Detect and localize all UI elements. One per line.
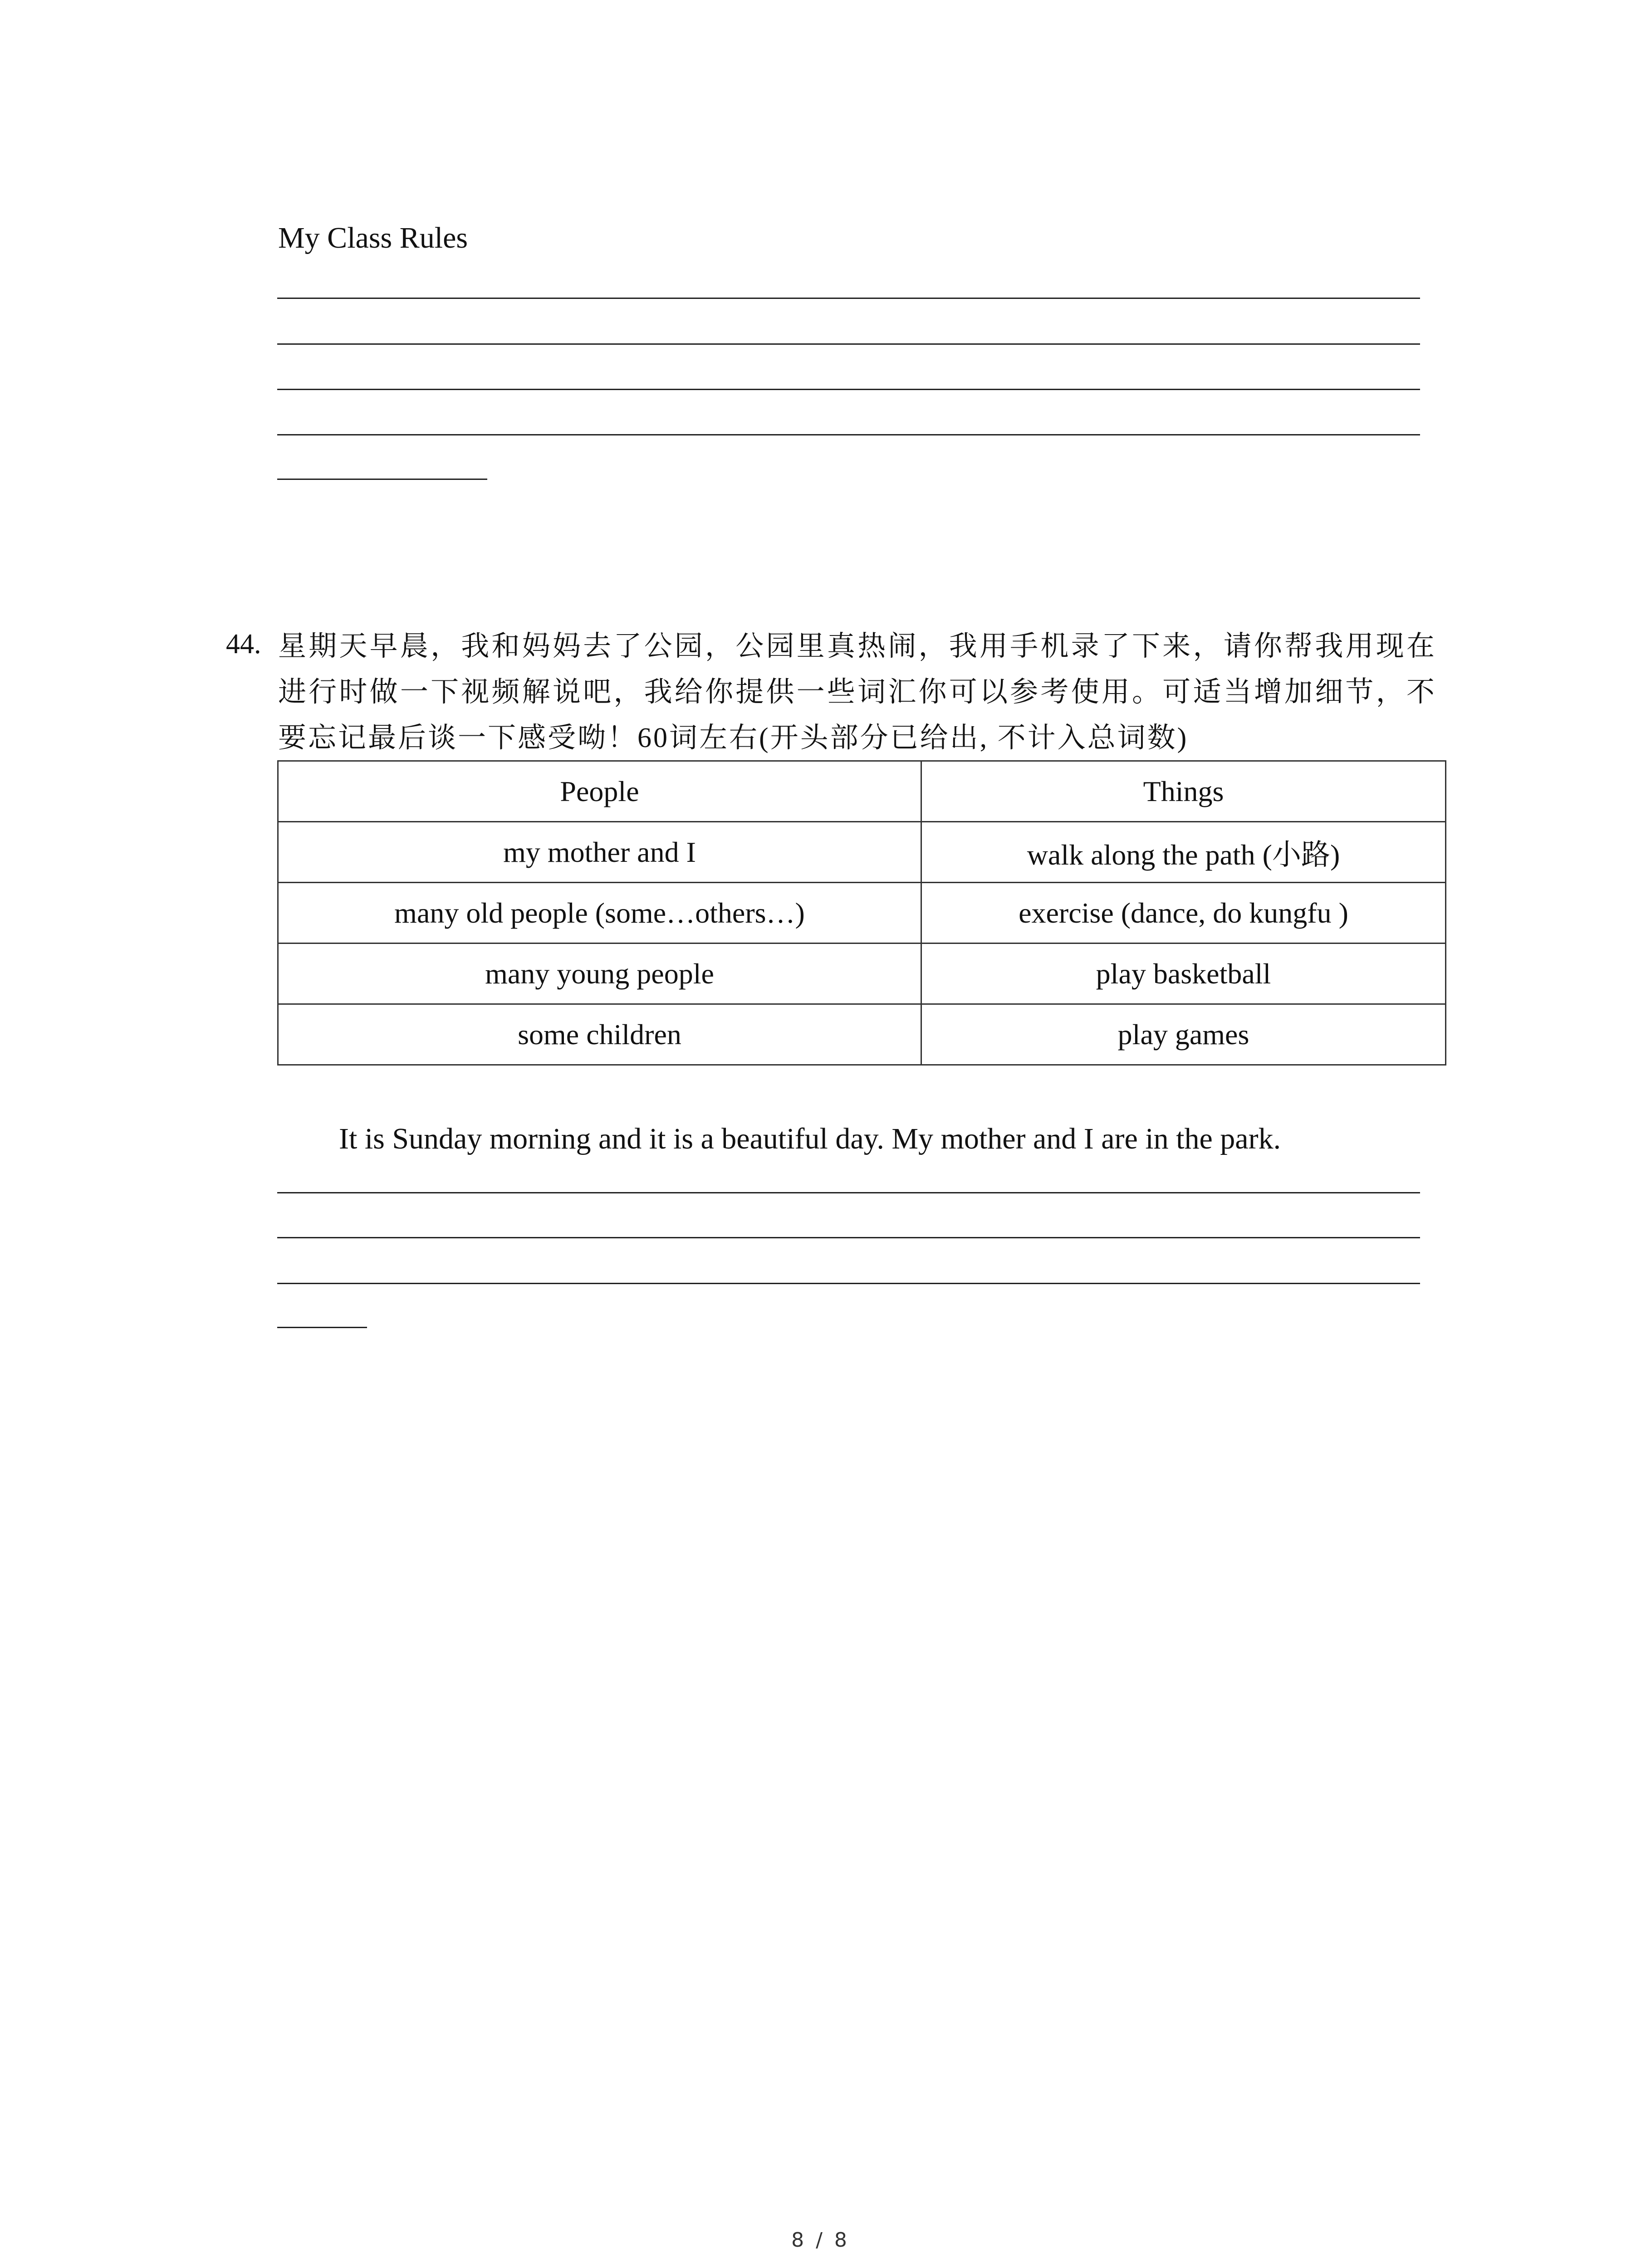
table-cell-people: some children — [278, 1004, 921, 1065]
table-cell-things: play basketball — [921, 943, 1446, 1004]
table-cell-things: play games — [921, 1004, 1446, 1065]
writing-line[interactable] — [277, 1283, 1420, 1284]
opening-sentence: It is Sunday morning and it is a beautiful day. My mother and I are in the park. — [339, 1122, 1281, 1155]
table-cell-things: exercise (dance, do kungfu ) — [921, 883, 1446, 943]
writing-line[interactable] — [277, 1237, 1420, 1238]
column-header-people: People — [278, 761, 921, 822]
writing-line[interactable] — [277, 434, 1420, 435]
question-number: 44. — [226, 629, 261, 660]
column-header-things: Things — [921, 761, 1446, 822]
writing-line-short[interactable] — [277, 479, 487, 480]
writing-line[interactable] — [277, 1192, 1420, 1193]
table-cell-people: many old people (some…others…) — [278, 883, 921, 943]
table-row — [278, 822, 1446, 883]
table-row — [278, 1004, 1446, 1065]
writing-line[interactable] — [277, 343, 1420, 345]
table-cell-people: my mother and I — [278, 822, 921, 883]
table-cell-people: many young people — [278, 943, 921, 1004]
question-prompt: 星期天早晨，我和妈妈去了公园，公园里真热闹，我用手机录了下来，请你帮我用现在进行时做一下视频解说吧，我给你提供一些词汇你可以参考使用。可适当增加细节，不要忘记最后谈一下感受呦！60词左右(开头部分已给出, 不计入总词数) — [278, 631, 1436, 753]
table-row — [278, 883, 1446, 943]
writing-line-short[interactable] — [277, 1327, 367, 1328]
page-number: 8 / 8 — [791, 2229, 850, 2252]
writing-line[interactable] — [277, 298, 1420, 299]
table-cell-things: walk along the path (小路) — [921, 822, 1446, 883]
table-row — [278, 943, 1446, 1004]
writing-line[interactable] — [277, 389, 1420, 390]
vocabulary-table — [277, 760, 1446, 1066]
section-title: My Class Rules — [278, 221, 468, 254]
table-header-row — [278, 761, 1446, 822]
